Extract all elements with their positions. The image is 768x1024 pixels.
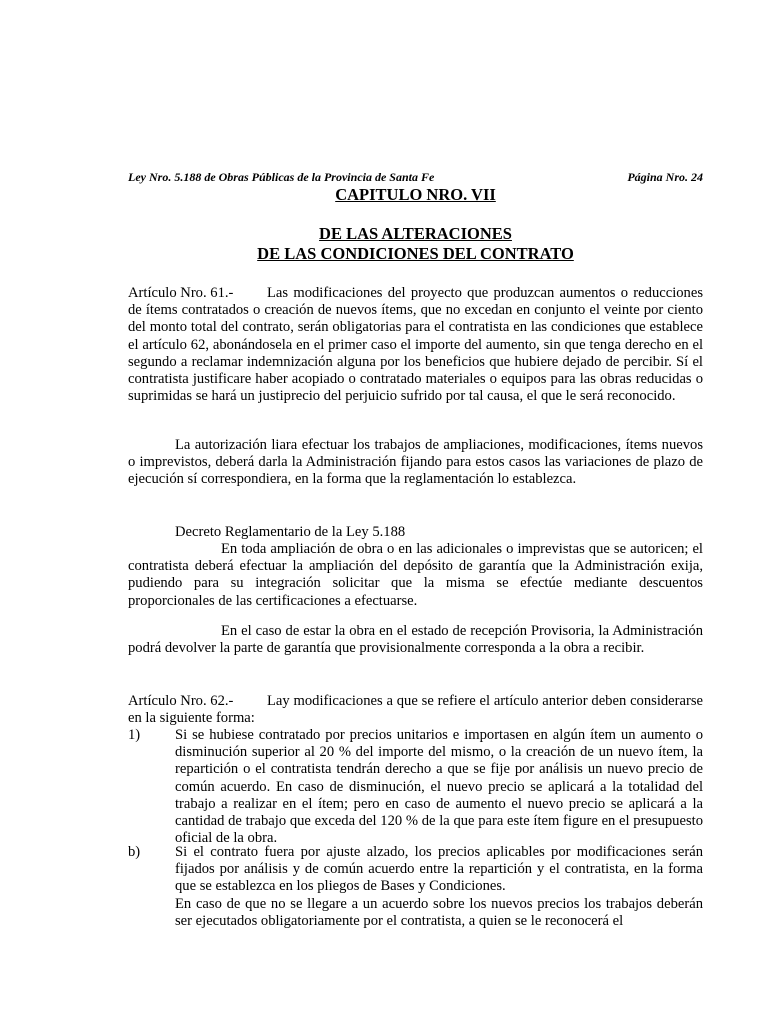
header-page-number: Página Nro. 24 [627, 170, 703, 184]
article-62 [128, 693, 703, 727]
article-61-text: Las modificaciones del proyecto que produzcan aumentos o reducciones de ítems contratados o creación de nuevos ítems, que no excedan en conjunto el veinte por ciento del monto total del contrato, serán obligatorias para el contratista en las condiciones que establece el artículo 62, abonándosela en el primer caso el importe del aumento, sin que tenga derecho en el segundo a reclamar indemnización alguna por los beneficios que hubiere dejado de percibir. Sí el contratista justificare haber acopiado o contratado materiales o equipos para las obras reducidas o suprimidas se hará un justiprecio del perjuicio sufrido por tal causa, el que le será reconocido. [128, 285, 703, 405]
list-item-1 [128, 727, 703, 847]
chapter-subtitle-1: DE LAS ALTERACIONES [319, 224, 512, 243]
list-item-b [128, 844, 703, 930]
header-law-title: Ley Nro. 5.188 de Obras Públicas de la Provincia de Santa Fe [128, 170, 435, 184]
decree-paragraph-2: En el caso de estar la obra en el estado de recepción Provisoria, la Administración podrá devolver la parte de garantía que provisionalmente corresponda a la obra a recibir. [128, 623, 703, 657]
list-item-body [175, 844, 703, 930]
list-item-text: Si el contrato fuera por ajuste alzado, los precios aplicables por modificaciones serán fijados por análisis y de común acuerdo entre la repartición y el contratista, en la forma que se establezca en los pliegos de Bases y Condiciones. [175, 844, 703, 895]
decree-title: Decreto Reglamentario de la Ley 5.188 [175, 524, 406, 540]
article-62-intro: Lay modificaciones a que se refiere el artículo anterior deben considerarse en la siguiente forma: [128, 693, 703, 727]
list-item-continuation: En caso de que no se llegare a un acuerdo sobre los nuevos precios los trabajos deberán ser ejecutados obligatoriamente por el contratista, a quien se le reconocerá el [175, 895, 703, 929]
decree-paragraph-1: En toda ampliación de obra o en las adicionales o imprevistas que se autoricen; el contratista deberá efectuar la ampliación del depósito de garantía que la Administración exija, pudiendo para su integración solicitar que la misma se efectúe mediante descuentos proporcionales de las certificaciones a efectuarse. [128, 541, 703, 609]
list-item-text: Si se hubiese contratado por precios unitarios e importasen en algún ítem un aumento o disminución superior al 20 % del importe del mismo, o la creación de un nuevo ítem, la repartición o el contratista tendrán derecho a que se fije por análisis un nuevo precio de común acuerdo. En caso de disminución, el nuevo precio se aplicará a la totalidad del trabajo a realizar en el ítem; pero en caso de aumento el nuevo precio se aplicará a la cantidad de trabajo que exceda del 120 % de la que para este ítem figure en el presupuesto oficial de la obra. [175, 727, 703, 847]
article-61-paragraph-2: La autorización liara efectuar los trabajos de ampliaciones, modificaciones, ítems nuevos o imprevistos, deberá darla la Administración fijando para estos casos las variaciones de plazo de ejecución sí correspondiera, en la forma que la reglamentación lo establezca. [128, 437, 703, 488]
chapter-title: CAPITULO NRO. VII [335, 185, 496, 204]
list-marker: b) [128, 844, 141, 860]
running-header [128, 170, 703, 186]
article-62-label: Artículo Nro. 62.- [128, 693, 234, 709]
chapter-subtitle-2: DE LAS CONDICIONES DEL CONTRATO [257, 244, 574, 263]
article-61-label: Artículo Nro. 61.- [128, 285, 234, 301]
list-marker: 1) [128, 727, 141, 743]
article-61 [128, 285, 703, 405]
